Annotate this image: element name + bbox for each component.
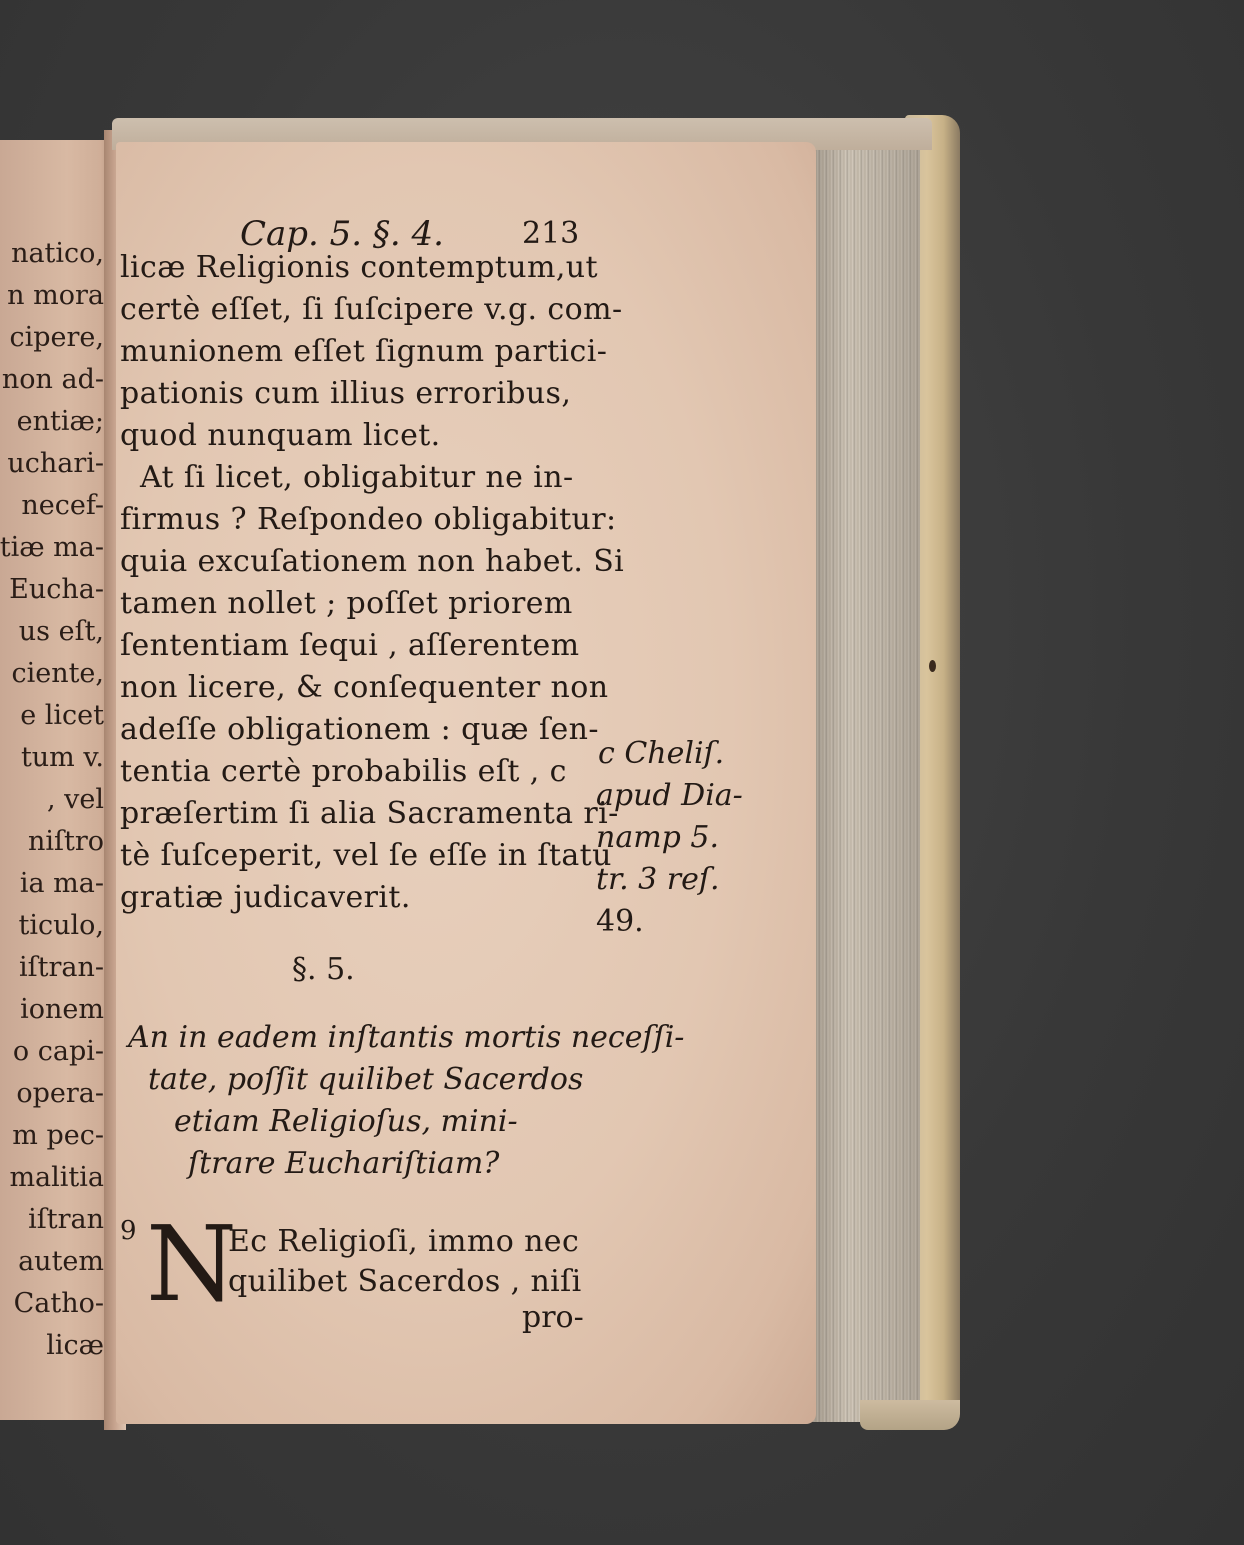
left-line: ticulo, [18,910,104,941]
left-line: opera- [16,1078,104,1109]
left-line: autem [18,1246,104,1277]
body-line: licæ Religionis contemptum,ut [120,250,598,285]
catchword: pro- [522,1300,584,1335]
ink-spot [929,660,936,672]
body-line: pationis cum illius erroribus, [120,376,572,411]
left-line: ciente, [11,658,104,689]
left-line: non ad- [1,364,104,395]
body-line: certè eſſet, ſi ſuſcipere v.g. com- [120,292,623,327]
body-line: quilibet Sacerdos , niſi [228,1264,582,1299]
body-line: tè ſuſceperit, vel ſe eſſe in ſtatu [120,838,612,873]
section-heading-line: etiam Religioſus, mini- [174,1104,518,1139]
body-line: firmus ? Reſpondeo obligabitur: [120,502,617,537]
body-line: quod nunquam licet. [120,418,441,453]
section-heading-line: tate, poſſit quilibet Sacerdos [148,1062,584,1097]
left-line: malitia [9,1162,104,1193]
left-line: iſtran [28,1204,104,1235]
left-page [0,140,112,1420]
left-line: cipere, [9,322,104,353]
signature-mark: 9 [120,1216,137,1246]
margin-note-line: apud Dia- [596,778,743,813]
left-line: uchari- [7,448,104,479]
margin-note-line: c Cheliſ. [598,736,725,771]
left-line: licæ [46,1330,104,1361]
body-line: præſertim ſi alia Sacramenta ri- [120,796,619,831]
body-line: munionem eſſet ſignum partici- [120,334,608,369]
section-heading-line: An in eadem inſtantis mortis neceſſi- [128,1020,685,1055]
body-line: tentia certè probabilis eſt , c [120,754,567,789]
page-number: 213 [522,216,580,251]
body-line: ſententiam ſequi , aſſerentem [120,628,580,663]
section-heading-line: ſtrare Euchariſtiam? [188,1146,500,1181]
cover-bottom-corner [860,1400,960,1430]
margin-note-line: 49. [596,904,644,939]
body-line: tamen nollet ; poſſet priorem [120,586,573,621]
running-title: Cap. 5. §. 4. [240,214,444,254]
body-line: Ec Religioſi, immo nec [228,1224,580,1259]
left-line: necef- [21,490,104,521]
body-line: gratiæ judicaverit. [120,880,411,915]
left-line: ionem [20,994,104,1025]
left-line: Catho- [13,1288,104,1319]
left-line: tum v. [20,742,104,773]
drop-capital: N [146,1203,237,1325]
left-line: iſtran- [19,952,104,983]
body-line: non licere, & conſequenter non [120,670,609,705]
page-block-shadow [800,132,920,1422]
left-line: natico, [11,238,104,269]
margin-note-line: tr. 3 reſ. [596,862,720,897]
body-line: At ſi licet, obligabitur ne in- [140,460,574,495]
left-line: ia ma- [19,868,104,899]
left-line: Eucha- [9,574,104,605]
body-line: adeſſe obligationem : quæ ſen- [120,712,599,747]
left-line: , vel [46,784,104,815]
section-mark: §. 5. [292,952,355,987]
left-line: e licet [20,700,104,731]
left-line: o capi- [12,1036,104,1067]
left-line: entiæ; [16,406,104,437]
left-line: us eſt, [18,616,104,647]
left-line: n mora [7,280,104,311]
body-line: quia excuſationem non habet. Si [120,544,625,579]
margin-note-line: namp 5. [596,820,720,855]
left-line: m pec- [12,1120,104,1151]
left-line: niſtro [27,826,104,857]
left-line: tiæ ma- [0,532,104,563]
